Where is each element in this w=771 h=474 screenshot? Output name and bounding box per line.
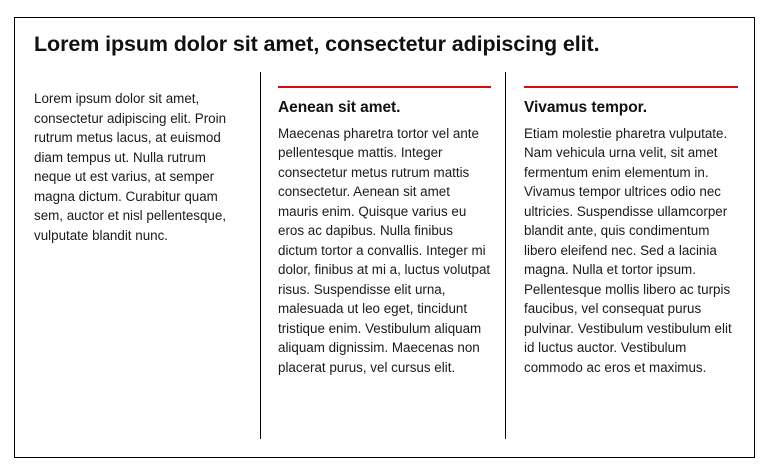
document-card [14,17,755,458]
column-2-body [278,124,491,378]
text-column-1 [15,72,260,457]
paragraph: Lorem ipsum dolor sit amet, consectetur adipiscing elit. Proin rutrum metus lacus, at euismod diam tempus ut. Nulla rutrum neque ut est varius, at semper magna dictum. Curabitur quam sem, auctor et nisl pellentesque, vulputate blandit nunc. [34,91,227,243]
text-column-2 [260,72,505,457]
paragraph: Maecenas pharetra tortor vel ante pellentesque mattis. Integer consectetur metus rutrum mattis consectetur. Aenean sit amet mauris enim. Quisque varius eu eros ac dapibus. Nulla finibus dictum tortor a convallis. Integer mi dolor, finibus at mi a, luctus volutpat risus. Suspendisse elit urna, malesuada ut leo eget, tincidunt tristique enim. Vestibulum aliquam aliquam dignissim. Maecenas non placerat purus, vel cursus elit. [278,125,491,375]
paragraph: Pellentesque mollis libero ac turpis faucibus, vel consequat purus pulvinar. Vestibulum vestibulum elit id luctus auctor. Vestibulum commodo ac eros et maximus. [524,281,732,375]
paragraph: Etiam molestie pharetra vulputate. Nam vehicula urna velit, sit amet fermentum enim elementum in. Vivamus tempor ultrices odio nec ultricies. Suspendisse ullamcorper blandit ante, quis condimentum libero eleifend nec. Sed a lacinia magna. Nulla et tortor ipsum. [524,125,728,278]
text-column-3 [505,72,754,457]
column-2-accent-rule [278,86,491,88]
page-title: Lorem ipsum dolor sit amet, consectetur adipiscing elit. [34,32,600,56]
column-3-body [524,124,738,378]
column-3-heading: Vivamus tempor. [524,99,648,116]
column-1-body [34,89,244,245]
column-2-heading: Aenean sit amet. [278,99,401,116]
column-3-accent-rule [524,86,738,88]
column-1-rule-placeholder [34,86,244,88]
column-container [15,72,754,457]
